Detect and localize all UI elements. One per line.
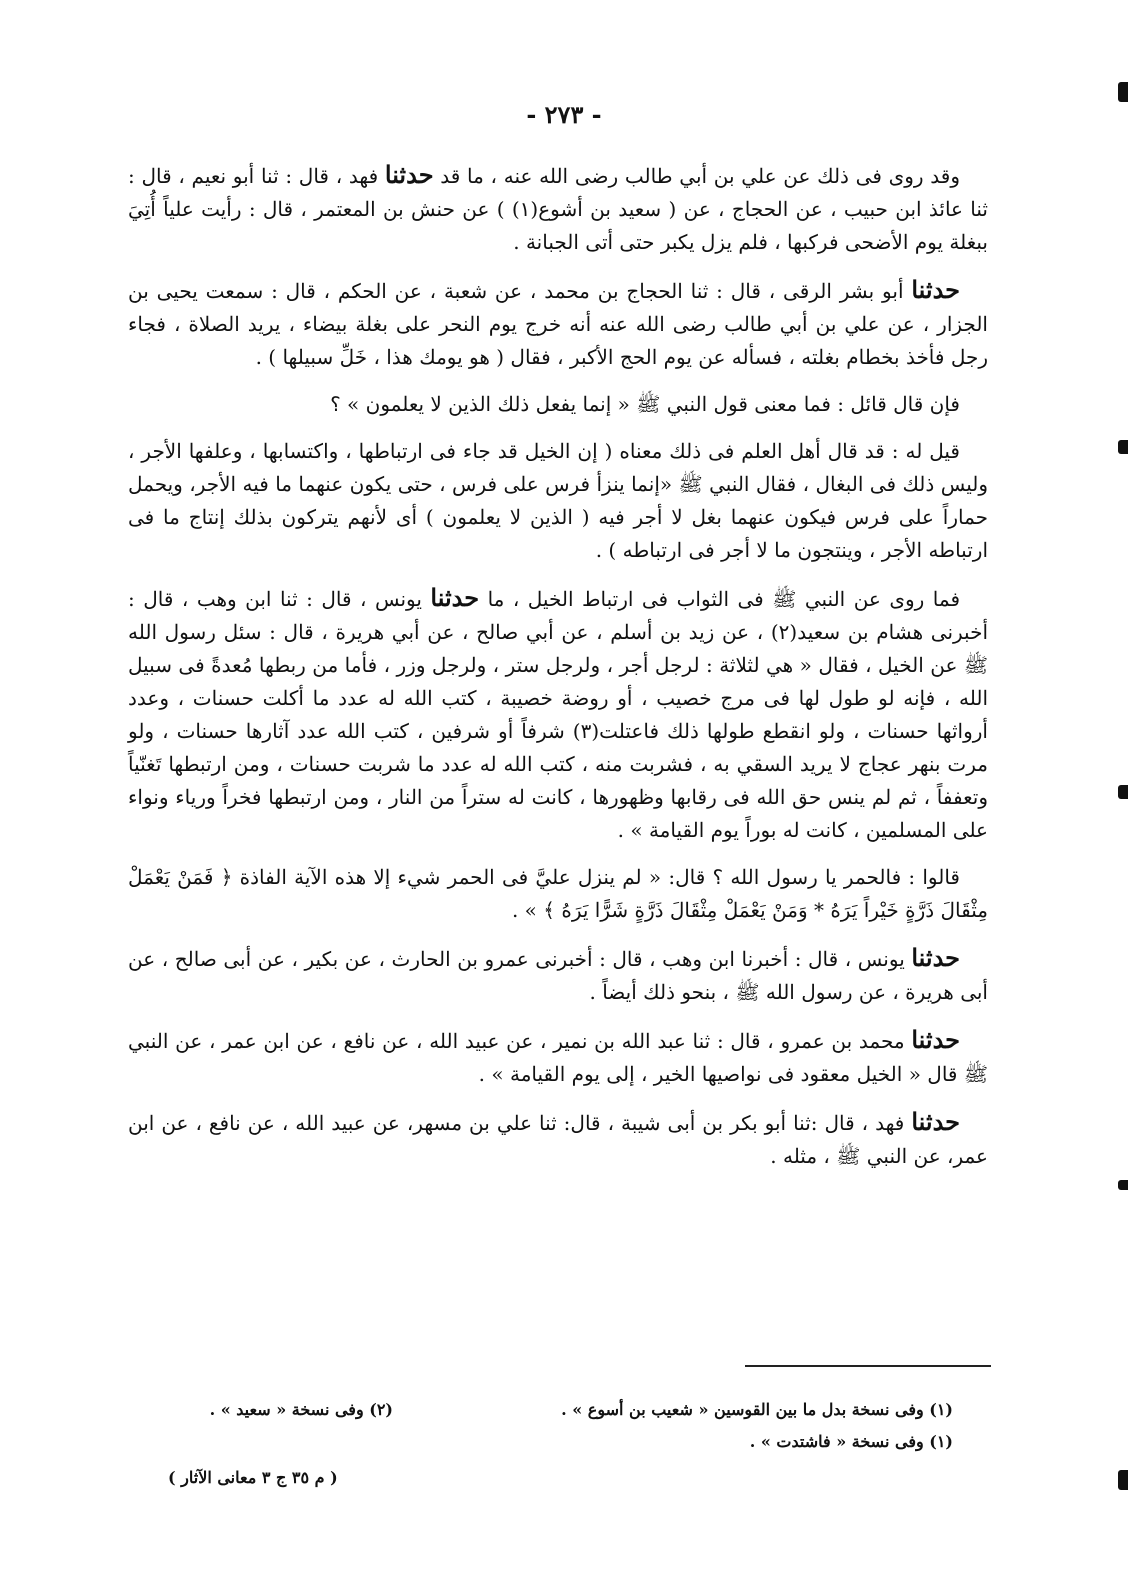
paragraph-1-before: وقد روى فى ذلك عن علي بن أبي طالب رضى الله عنه ، ما قد: [440, 164, 961, 188]
paragraph-3: [128, 388, 988, 421]
page-number: - ٢٧٣ -: [526, 100, 602, 129]
hadathana-word: حدثنا: [911, 275, 961, 304]
paragraph-8: [128, 1023, 988, 1091]
paragraph-3-text: فإن قال قائل : فما معنى قول النبي ﷺ « إنما يفعل ذلك الذين لا يعلمون » ؟: [330, 392, 960, 416]
paragraph-7-after: يونس ، قال : أخبرنا ابن وهب ، قال : أخبرنى عمرو بن الحارث ، عن بكير ، عن أبى صالح ، عن أبى هريرة ، عن رسول الله ﷺ ، بنحو ذلك أيضاً .: [128, 947, 988, 1004]
scan-edge-mark: [1118, 785, 1128, 799]
scan-edge-mark: [1118, 440, 1128, 454]
footnote-2: (٢) وفى نسخة « سعيد » .: [209, 1400, 393, 1419]
paragraph-2-after: أبو بشر الرقى ، قال : ثنا الحجاج بن محمد ، عن شعبة ، عن الحكم ، قال : سمعت يحيى بن الجزار ، عن علي بن أبي طالب رضى الله عنه أنه خرج يوم النحر على بغلة بيضاء ، يريد الصلاة ، فجاء رجل فأخذ بخطام بغلته ، فسأله عن يوم الحج الأكبر ، فقال ( هو يومك هذا ، خَلِّ سبيلها ) .: [128, 279, 988, 369]
paragraph-9: [128, 1105, 988, 1173]
paragraph-4: [128, 435, 988, 567]
paragraph-5: [128, 581, 988, 847]
hadathana-word: حدثنا: [911, 943, 961, 972]
paragraph-5-before: فما روى عن النبي ﷺ فى الثواب فى ارتباط الخيل ، ما: [487, 587, 960, 611]
paragraph-7: [128, 941, 988, 1009]
paragraph-8-after: محمد بن عمرو ، قال : ثنا عبد الله بن نمير ، عن عبيد الله ، عن نافع ، عن ابن عمر ، عن النبي ﷺ قال « الخيل معقود فى نواصيها الخير ، إلى يوم القيامة » .: [128, 1029, 988, 1086]
hadathana-word: حدثنا: [911, 1107, 961, 1136]
paragraph-9-after: فهد ، قال :ثنا أبو بكر بن أبى شيبة ، قال: ثنا علي بن مسهر، عن عبيد الله ، عن نافع ، عن ابن عمر، عن النبي ﷺ ، مثله .: [128, 1111, 988, 1168]
footnote-divider: [745, 1365, 991, 1367]
hadathana-word: حدثنا: [911, 1025, 961, 1054]
body-text: [128, 158, 988, 1187]
paragraph-2: [128, 273, 988, 374]
hadathana-word: حدثنا: [430, 583, 480, 612]
scan-edge-mark: [1118, 1470, 1128, 1490]
paragraph-4-text: قيل له : قد قال أهل العلم فى ذلك معناه ( إن الخيل قد جاء فى ارتباطها ، واكتسابها ، وعلفها الأجر ، وليس ذلك فى البغال ، فقال النبي ﷺ «إنما ينزأ فرس على فرس ، حتى يكون عنهما ما فيه الأجر، ويحمل حماراً على فرس فيكون عنهما بغل لا أجر فيه ( الذين لا يعلمون ) أى لأنهم يتركون بذلك إنتاج ما فى ارتباطه الأجر ، وينتجون ما لا أجر فى ارتباطه ) .: [128, 439, 988, 562]
paragraph-5-after: يونس ، قال : ثنا ابن وهب ، قال : أخبرنى هشام بن سعيد(٢) ، عن زيد بن أسلم ، عن أبي صالح ، عن أبي هريرة ، قال : سئل رسول الله ﷺ عن الخيل ، فقال « هي لثلاثة : لرجل أجر ، ولرجل ستر ، ولرجل وزر ، فأما من ربطها مُعدةً فى سبيل الله ، فإنه لو طول لها فى مرج خصيب ، أو روضة خصيبة ، كتب الله له عدد ما أكلت حسنات ، وعدد أرواثها حسنات ، ولو انقطع طولها ذلك فاعتلت(٣) شرفاً أو شرفين ، كتب الله عدد آثارها حسنات ، ولو مرت بنهر عجاج لا يريد السقي به ، فشربت منه ، كتب الله له عدد ما شربت حسنات ، ومن ارتبطها تَغنّياً وتعففاً ، ثم لم ينس حق الله فى رقابها وظهورها ، كانت له ستراً من النار ، ومن ارتبطها فخراً ورياء ونواء على المسلمين ، كانت له بوراً يوم القيامة » .: [128, 587, 988, 842]
paragraph-1: [128, 158, 988, 259]
footnote-1: (١) وفى نسخة بدل ما بين القوسين « شعيب بن أسوع » .: [561, 1400, 953, 1419]
printer-signature: ( م ٣٥ ج ٣ معانى الآثار ): [168, 1468, 338, 1487]
hadathana-word: حدثنا: [384, 160, 434, 189]
paragraph-1-after: فهد ، قال : ثنا أبو نعيم ، قال : ثنا عائذ ابن حبيب ، عن الحجاج ، عن ( سعيد بن أشوع(١) ) عن حنش بن المعتمر ، قال : رأيت علياً أُتِيَ ببغلة يوم الأضحى فركبها ، فلم يزل يكبر حتى أتى الجبانة .: [128, 164, 988, 254]
paragraph-6: [128, 861, 988, 927]
paragraph-6-text: قالوا : فالحمر يا رسول الله ؟ قال: « لم ينزل عليَّ فى الحمر شيء إلا هذه الآية الفاذة ﴿ فَمَنْ يَعْمَلْ مِثْقَالَ ذَرَّةٍ خَيْراً يَرَهُ * وَمَنْ يَعْمَلْ مِثْقَالَ ذَرَّةٍ شَرًّا يَرَهُ ﴾ » .: [128, 865, 988, 922]
scan-edge-mark: [1118, 82, 1128, 102]
footnote-3: (١) وفى نسخة « فاشتدت » .: [749, 1432, 953, 1451]
scan-edge-mark: [1118, 1180, 1128, 1190]
